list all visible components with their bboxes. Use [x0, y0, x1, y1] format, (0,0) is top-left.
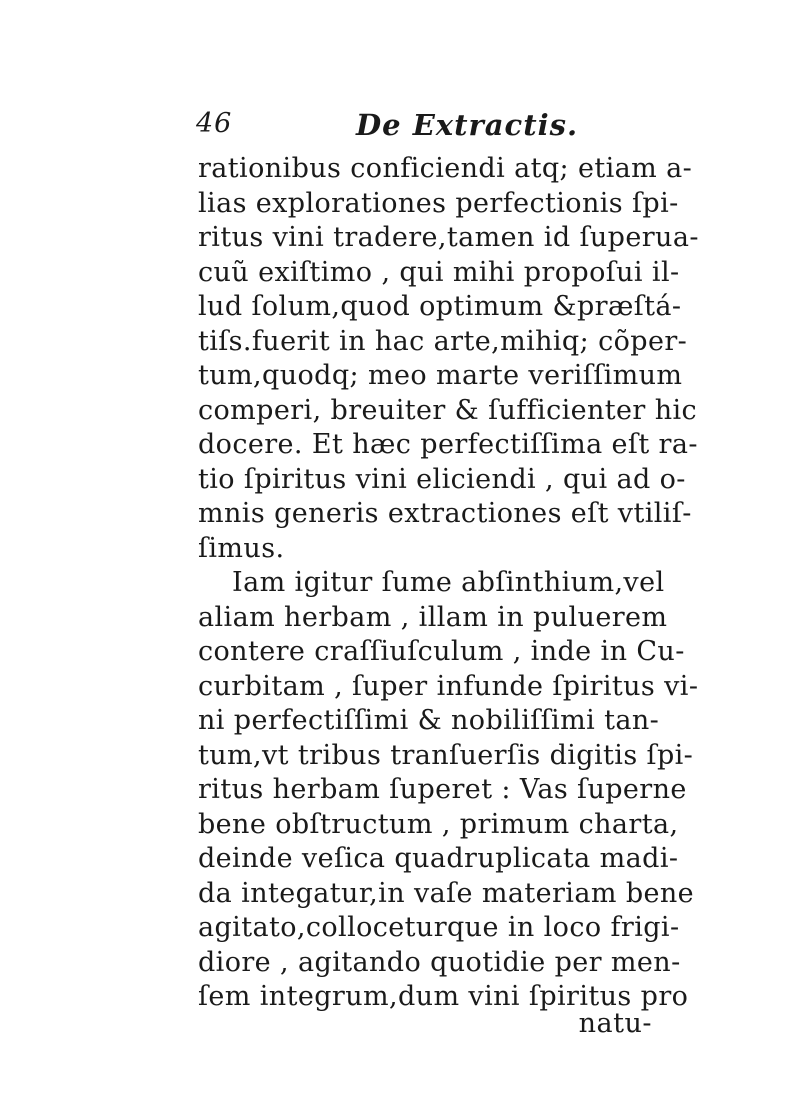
catchword: natu-	[578, 1008, 652, 1039]
text-line: tum,vt tribus tranſuerſis digitis ſpi-	[198, 739, 694, 771]
text-line: tio ſpiritus vini eliciendi , qui ad o-	[198, 463, 686, 495]
text-line: da integatur,in vaſe materiam bene	[198, 877, 695, 909]
text-line: aliam herbam , illam in puluerem	[198, 601, 668, 633]
paragraph-start-line: Iam igitur ſume abſinthium,vel	[232, 567, 665, 598]
text-line: ſimus.	[198, 532, 285, 564]
text-line: lud ſolum,quod optimum &præſtá-	[198, 291, 682, 322]
text-line: tum,quodq; meo marte veriſſimum	[198, 360, 683, 391]
text-line: ni perfectiſſimi & nobiliſſimi tan-	[198, 705, 660, 736]
text-line: rationibus conficiendi atq; etiam a-	[198, 153, 693, 184]
text-line: ſem integrum,dum vini ſpiritus pro	[198, 981, 689, 1012]
page-number: 46	[196, 108, 233, 139]
text-line: diore , agitando quotidie per men-	[198, 946, 681, 978]
text-line: ritus herbam ſuperet : Vas ſuperne	[198, 774, 687, 805]
text-line: comperi, breuiter & ſufficienter hic	[198, 394, 698, 426]
text-line: bene obſtructum , primum charta,	[198, 808, 679, 840]
page-header	[196, 108, 656, 148]
text-line: contere craſſiuſculum , inde in Cu-	[198, 636, 685, 667]
text-line: lias explorationes perfectionis ſpi-	[198, 187, 679, 219]
body-text	[198, 152, 699, 1015]
running-head: De Extractis.	[356, 108, 579, 142]
text-line: agitato,colloceturque in loco frigi-	[198, 912, 680, 943]
text-line: cuũ exiſtimo , qui mihi propoſui il-	[198, 256, 680, 288]
text-line: tiſs.fuerit in hac arte,mihiq; cõper-	[198, 325, 688, 357]
text-line: docere. Et hæc perfectiſſima eſt ra-	[198, 429, 698, 460]
text-line: mnis generis extractiones eſt vtiliſ-	[198, 498, 692, 529]
text-line: ritus vini tradere,tamen id ſuperua-	[198, 222, 699, 253]
text-line: curbitam , ſuper infunde ſpiritus vi-	[198, 670, 699, 702]
text-line: deinde veſica quadruplicata madi-	[198, 843, 679, 874]
